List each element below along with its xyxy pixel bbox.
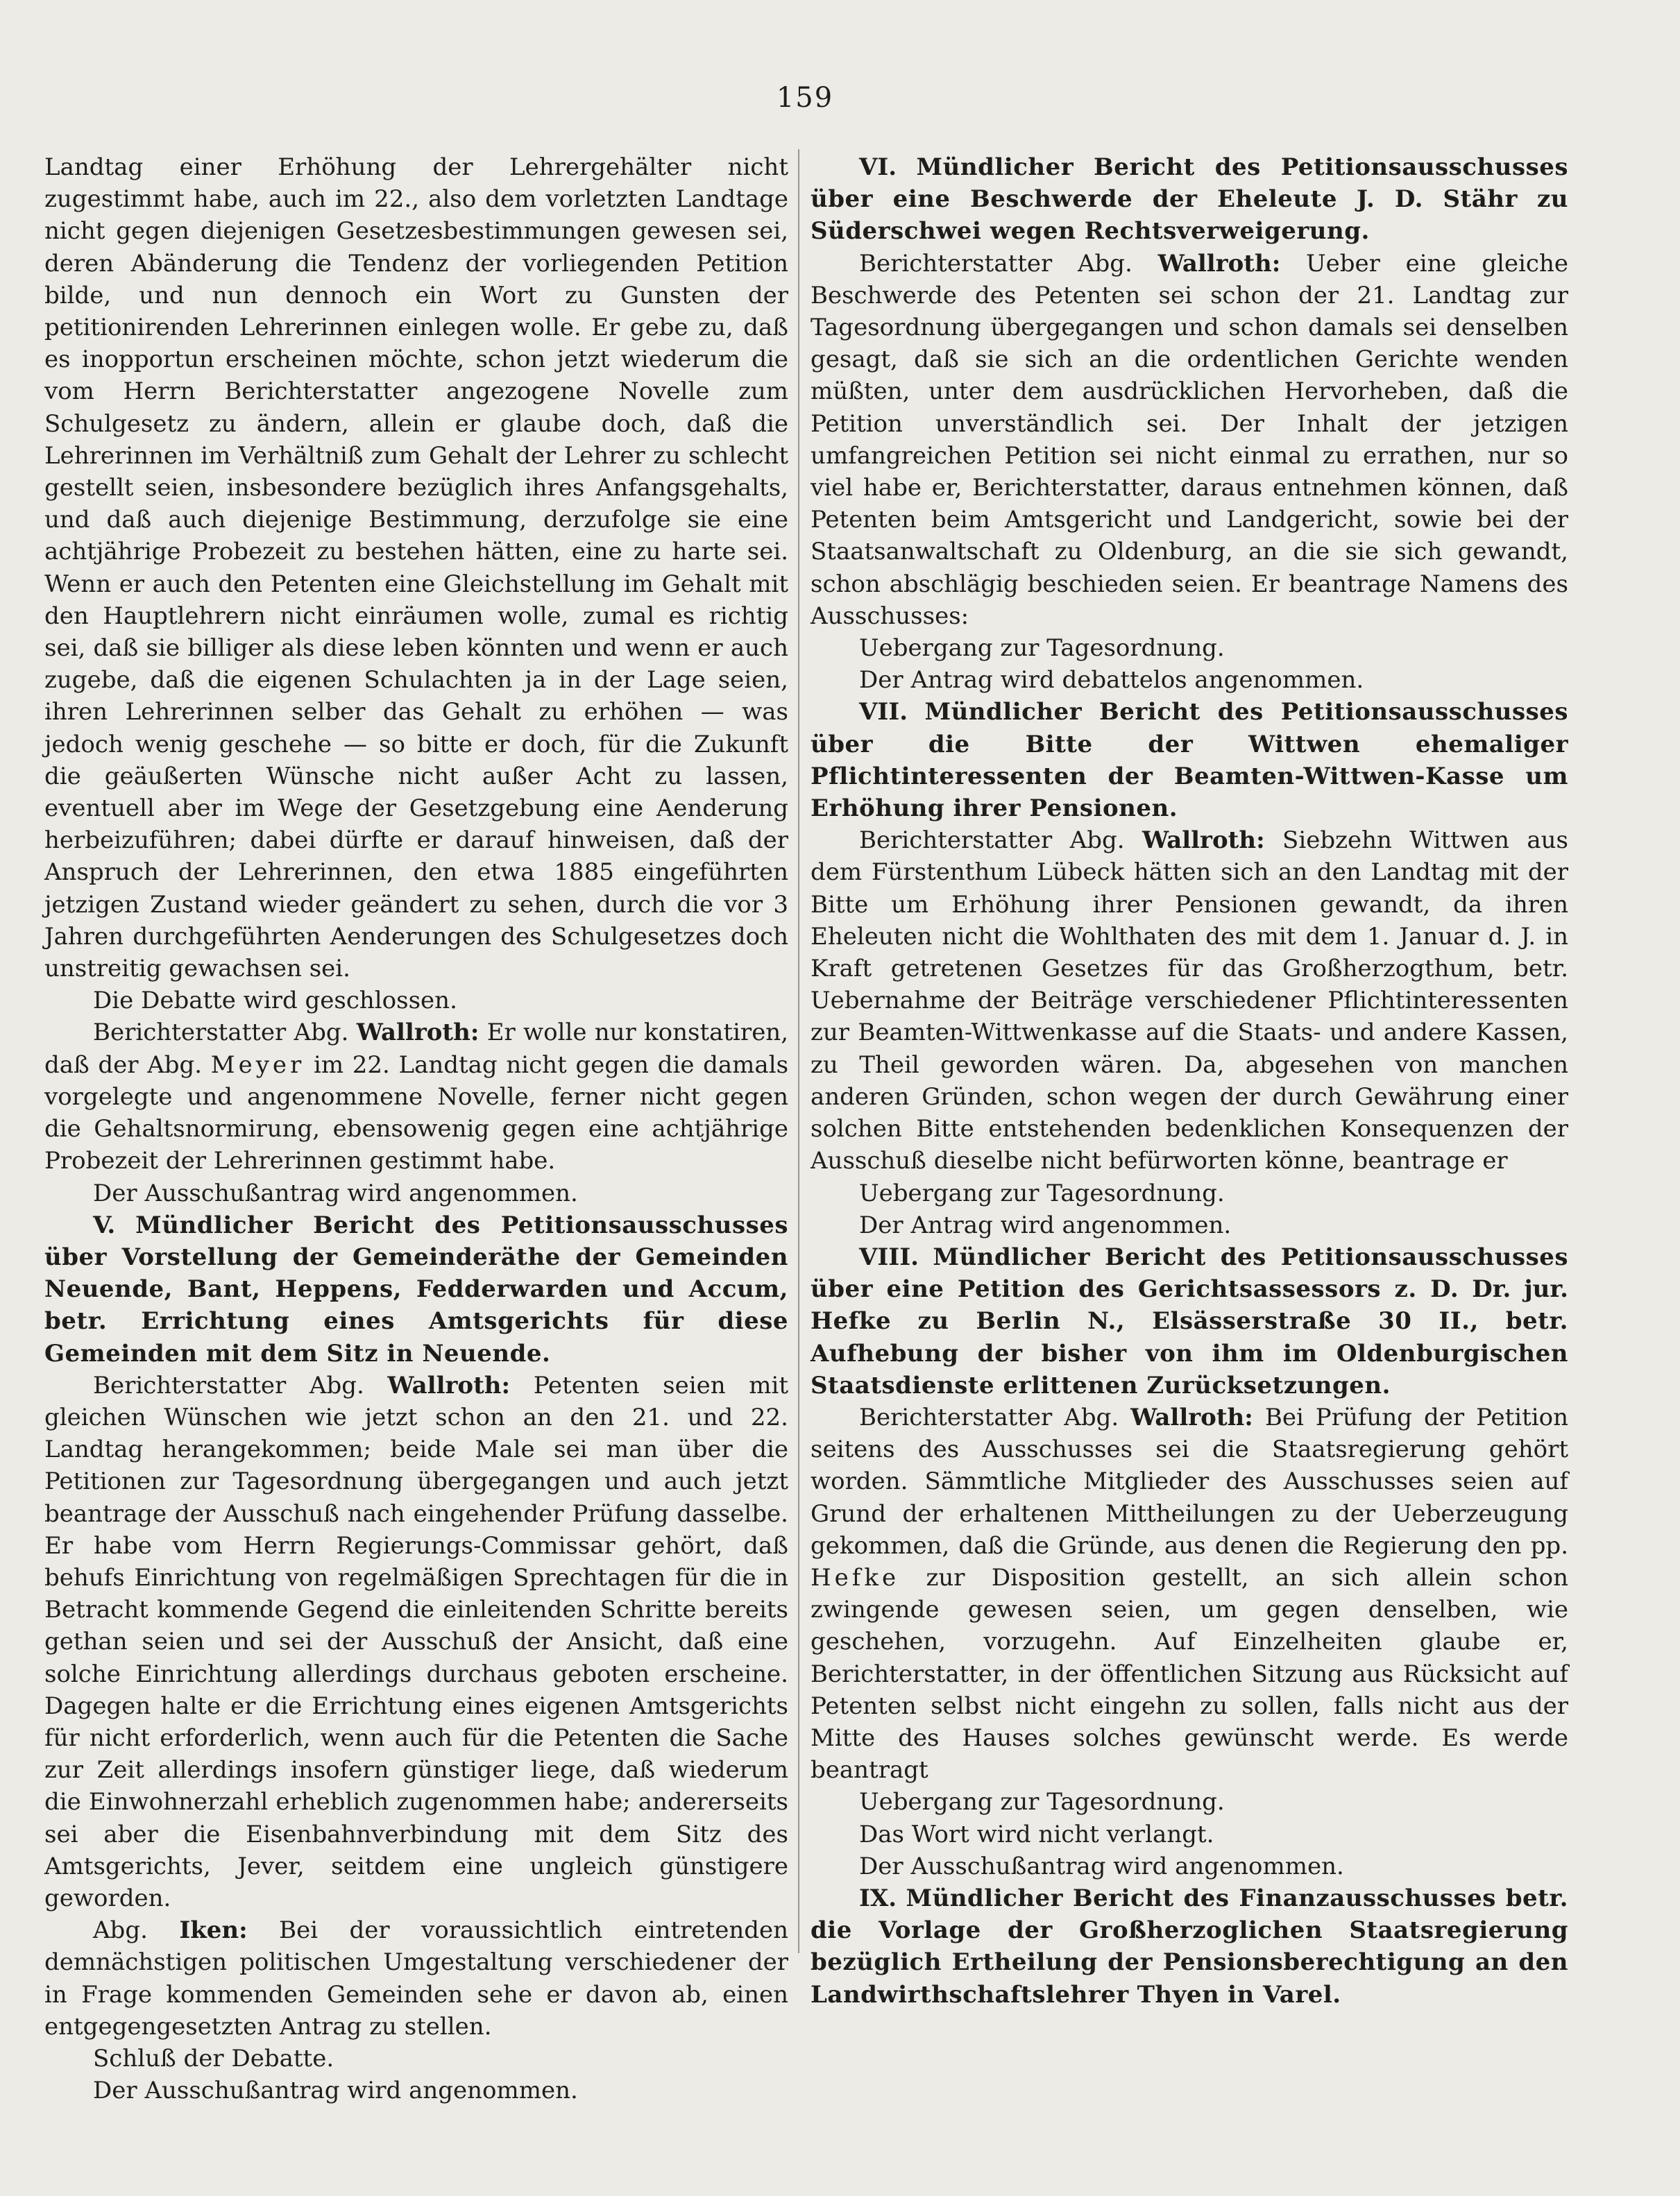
motion: Uebergang zur Tagesordnung. <box>859 1179 1225 1207</box>
section-title: Mündlicher Bericht des Petitionsausschusses über eine Petition des Gerichtsassessors z. D. <box>811 1243 1568 1304</box>
spaced-name: Hefke <box>811 1307 892 1336</box>
speech-text: Petenten seien mit gleichen Wünschen wie jetzt schon an den 21. und 22. Landtag herangekommen; beide Male sei man über die Petitionen zur Tagesordnung übergegangen und auch jetzt beantrage der Ausschuß nach eingehender Prüfung dasselbe. Er habe vom Herrn Regierungs-Commissar gehört, daß behufs Einrichtung von regelmäßigen Sprechtagen für die in Betracht kommende Gegend die einleitenden Schritte bereits gethan seien und sei der Ausschuß der Ansicht, daß eine solche Einrichtung allerdings durchaus geboten erscheine. Dagegen halte er die Errichtung eines eigenen Amtsgerichts für nicht erforderlich, wenn auch für die Petenten die Sache zur Zeit allerdings insofern günstiger liege, daß wiederum die Einwohnerzahl erheblich zugenommen habe; andererseits sei aber die Eisenbahnverbindung mit dem Sitz des Amtsgerichts, Jever, seitdem eine ungleich günstigere geworden. <box>44 1371 788 1912</box>
speaker-prefix: Berichterstatter Abg. <box>859 826 1125 855</box>
spaced-name: J. D. Stähr <box>1357 185 1518 214</box>
right-column <box>811 151 1568 2011</box>
speech-text: zur Disposition gestellt, an sich allein schon zwingende gewesen seien, um gegen denselben, wie geschehen, vorzugehn. Auf Einzelheiten glaube er, Berichterstatter, in der öffentlichen Sitzung aus Rücksicht auf Petenten selbst nicht eingehn zu sollen, falls nicht aus der Mitte des Hauses solches gewünscht werde. Es werde beantragt <box>811 1563 1568 1785</box>
spaced-name: Thyen <box>1137 1980 1220 2009</box>
floor-note: Das Wort wird nicht verlangt. <box>859 1820 1214 1848</box>
speech-text: Bei der voraussichtlich eintretenden demnächstigen politischen Umgestaltung verschiedener der in Frage kommenden Gemeinden sehe er davon ab, einen entgegengesetzten Antrag zu stellen. <box>44 1916 789 2041</box>
section-heading-vi <box>811 151 1568 248</box>
paragraph-wallroth-staehr <box>811 248 1568 632</box>
section-heading-ix <box>811 1882 1568 2011</box>
paragraph-wallroth-neuende <box>44 1370 788 1914</box>
section-numeral: VI. <box>859 153 897 181</box>
section-title: Mündlicher Bericht des Petitionsausschusses über Vorstellung der Gemeinderäthe der Gemeinden Neuende, Bant, Heppens, Fedderwarden und Accum, betr. Errichtung eines Amtsgerichts für diese Gemeinden mit dem Sitz in Neuende. <box>44 1211 789 1368</box>
paragraph-wallroth-meyer <box>44 1016 788 1177</box>
left-column <box>44 151 788 2106</box>
speech-text: im 22. Landtag nicht gegen die damals vorgelegte und angenommene Novelle, ferner nicht gegen die Gehaltsnormirung, ebensowenig gegen eine achtjährige Probezeit der Lehrerinnen gestimmt habe. <box>44 1050 789 1175</box>
motion: Uebergang zur Tagesordnung. <box>859 1788 1225 1816</box>
resolution: Der Ausschußantrag wird angenommen. <box>93 1179 578 1207</box>
section-title: Mündlicher Bericht des Petitionsausschusses über eine Beschwerde der Eheleute <box>811 153 1568 214</box>
speaker-prefix: Berichterstatter Abg. <box>93 1019 349 1047</box>
page-number: 159 <box>776 82 834 114</box>
speaker-name: Wallroth: <box>1130 1403 1253 1431</box>
section-heading-v <box>44 1209 788 1370</box>
speaker-prefix: Berichterstatter Abg. <box>859 249 1132 278</box>
speaker-name: Wallroth: <box>1142 826 1265 855</box>
section-title: Mündlicher Bericht des Petitionsausschusses über die Bitte der Wittwen ehemaliger Pflichtinteressenten der Beamten-Wittwen-Kasse um Erhöhung ihrer Pensionen. <box>811 698 1569 823</box>
section-numeral: VII. <box>859 698 908 726</box>
spaced-name: Hefke <box>811 1563 900 1592</box>
speaker-prefix: Abg. <box>93 1916 148 1945</box>
section-title: Mündlicher Bericht des Finanzausschusses betr. die Vorlage der Großherzoglichen Staatsregierung bezüglich Ertheilung der Pensionsberechtigung an den Landwirthschaftslehrer <box>811 1884 1568 2009</box>
speaker-name: Wallroth: <box>356 1019 480 1047</box>
resolution: Der Ausschußantrag wird angenommen. <box>859 1852 1344 1880</box>
motion: Uebergang zur Tagesordnung. <box>859 634 1225 663</box>
section-heading-viii <box>811 1241 1568 1402</box>
column-divider <box>798 149 799 1953</box>
academic-title: Dr. jur. <box>1472 1275 1568 1304</box>
speech-text: Siebzehn Wittwen aus dem Fürstenthum Lübeck hätten sich an den Landtag mit der Bitte um Erhöhung ihrer Pensionen gewandt, da ihren Eheleuten nicht die Wohlthaten des mit dem 1. Januar d. J. in Kraft getretenen Gesetzes für das Großherzogthum, betr. Uebernahme der Beiträge verschiedener Pflichtinteressenten zur Beamten-Wittwenkasse auf die Staats- und andere Kassen, zu Theil geworden wären. Da, abgesehen von manchen anderen Gründen, schon wegen der durch Gewährung einer solchen Bitte entstehenden bedenklichen Konsequenzen der Ausschuß dieselbe nicht befürworten könne, beantrage er <box>811 826 1568 1175</box>
speech-text: Bei Prüfung der Petition seitens des Ausschusses sei die Staatsregierung gehört worden. Sämmtliche Mitglieder des Ausschusses seien auf Grund der erhaltenen Mittheilungen zu der Ueberzeugung gekommen, daß die Gründe, aus denen die Regierung den pp. <box>811 1403 1569 1560</box>
speaker-name: Wallroth: <box>387 1371 511 1399</box>
speech-text: Er wolle nur konstatiren, daß der Abg. <box>44 1019 789 1079</box>
section-title: in Varel. <box>1228 1980 1341 2009</box>
debate-closed: Die Debatte wird geschlossen. <box>93 987 457 1015</box>
paragraph-wallroth-hefke <box>811 1402 1568 1786</box>
spaced-name: Meyer <box>210 1050 305 1079</box>
resolution: Der Ausschußantrag wird angenommen. <box>93 2077 578 2105</box>
paragraph-lehrerinnen-debate: Landtag einer Erhöhung der Lehrergehälter nicht zugestimmt habe, auch im 22., also dem vorletzten Landtage nicht gegen diejenigen Gesetzesbestimmungen gewesen sei, deren Abänderung die Tendenz der vorliegenden Petition bilde, und nun dennoch ein Wort zu Gunsten der petitionirenden Lehrerinnen einlegen wolle. Er gebe zu, daß es inopportun erscheinen möchte, schon jetzt wiederum die vom Herrn Berichterstatter angezogene Novelle zum Schulgesetz zu ändern, allein er glaube doch, daß die Lehrerinnen im Verhältniß zum Gehalt der Lehrer zu schlecht gestellt seien, insbesondere bezüglich ihres Anfangsgehalts, und daß auch diejenige Bestimmung, derzufolge sie eine achtjährige Probezeit zu bestehen hätten, eine zu harte sei. Wenn er auch den Petenten eine Gleichstellung im Gehalt mit den Hauptlehrern nicht einräumen wolle, zumal es richtig sei, daß sie billiger als diese leben könnten und wenn er auch zugebe, daß die eigenen Schulachten ja in der Lage seien, ihren Lehrerinnen selber das Gehalt zu erhöhen — was jedoch wenig geschehe — so bitte er doch, für die Zukunft die geäußerten Wünsche nicht außer Acht zu lassen, eventuell aber im Wege der Gesetzgebung eine Aenderung herbeizuführen; dabei dürfte er darauf hinweisen, daß der Anspruch der Lehrerinnen, den etwa 1885 eingeführten jetzigen Zustand wieder geändert zu sehen, durch die vor 3 Jahren durchgeführten Aenderungen des Schulgesetzes doch unstreitig gewachsen sei. <box>44 153 788 983</box>
resolution: Der Antrag wird debattelos angenommen. <box>859 666 1364 695</box>
speaker-prefix: Berichterstatter Abg. <box>859 1403 1119 1431</box>
section-heading-vii <box>811 696 1568 824</box>
section-title: zu Süderschwei wegen Rechtsverweigerung. <box>811 185 1568 246</box>
paragraph-wallroth-wittwen <box>811 824 1568 1177</box>
debate-closed: Schluß der Debatte. <box>93 2044 334 2072</box>
speaker-name: Iken: <box>179 1916 248 1945</box>
section-numeral: V. <box>93 1211 116 1239</box>
speech-text: Ueber eine gleiche Beschwerde des Petenten sei schon der 21. Landtag zur Tagesordnung übergegangen und schon damals sei denselben gesagt, daß sie sich an die ordentlichen Gerichte wenden müßten, unter dem ausdrücklichen Hervorheben, daß die Petition unverständlich sei. Der Inhalt der jetzigen umfangreichen Petition sei nicht einmal zu errathen, nur so viel habe er, Berichterstatter, daraus entnehmen können, daß Petenten beim Amtsgericht und Landgericht, sowie bei der Staatsanwaltschaft zu Oldenburg, an die sie sich gewandt, schon abschlägig beschieden seien. Er beantrage Namens des Ausschusses: <box>811 249 1568 630</box>
section-title: zu Berlin N., Elsässerstraße 30 II., betr. Aufhebung der bisher von ihm im Oldenburgischen Staatsdienste erlittenen Zurücksetzungen. <box>811 1307 1568 1399</box>
speaker-prefix: Berichterstatter Abg. <box>93 1371 364 1399</box>
section-numeral: IX. <box>859 1884 897 1912</box>
section-numeral: VIII. <box>859 1243 919 1271</box>
paragraph-iken <box>44 1914 788 2043</box>
resolution: Der Antrag wird angenommen. <box>859 1211 1232 1239</box>
speaker-name: Wallroth: <box>1157 249 1281 278</box>
